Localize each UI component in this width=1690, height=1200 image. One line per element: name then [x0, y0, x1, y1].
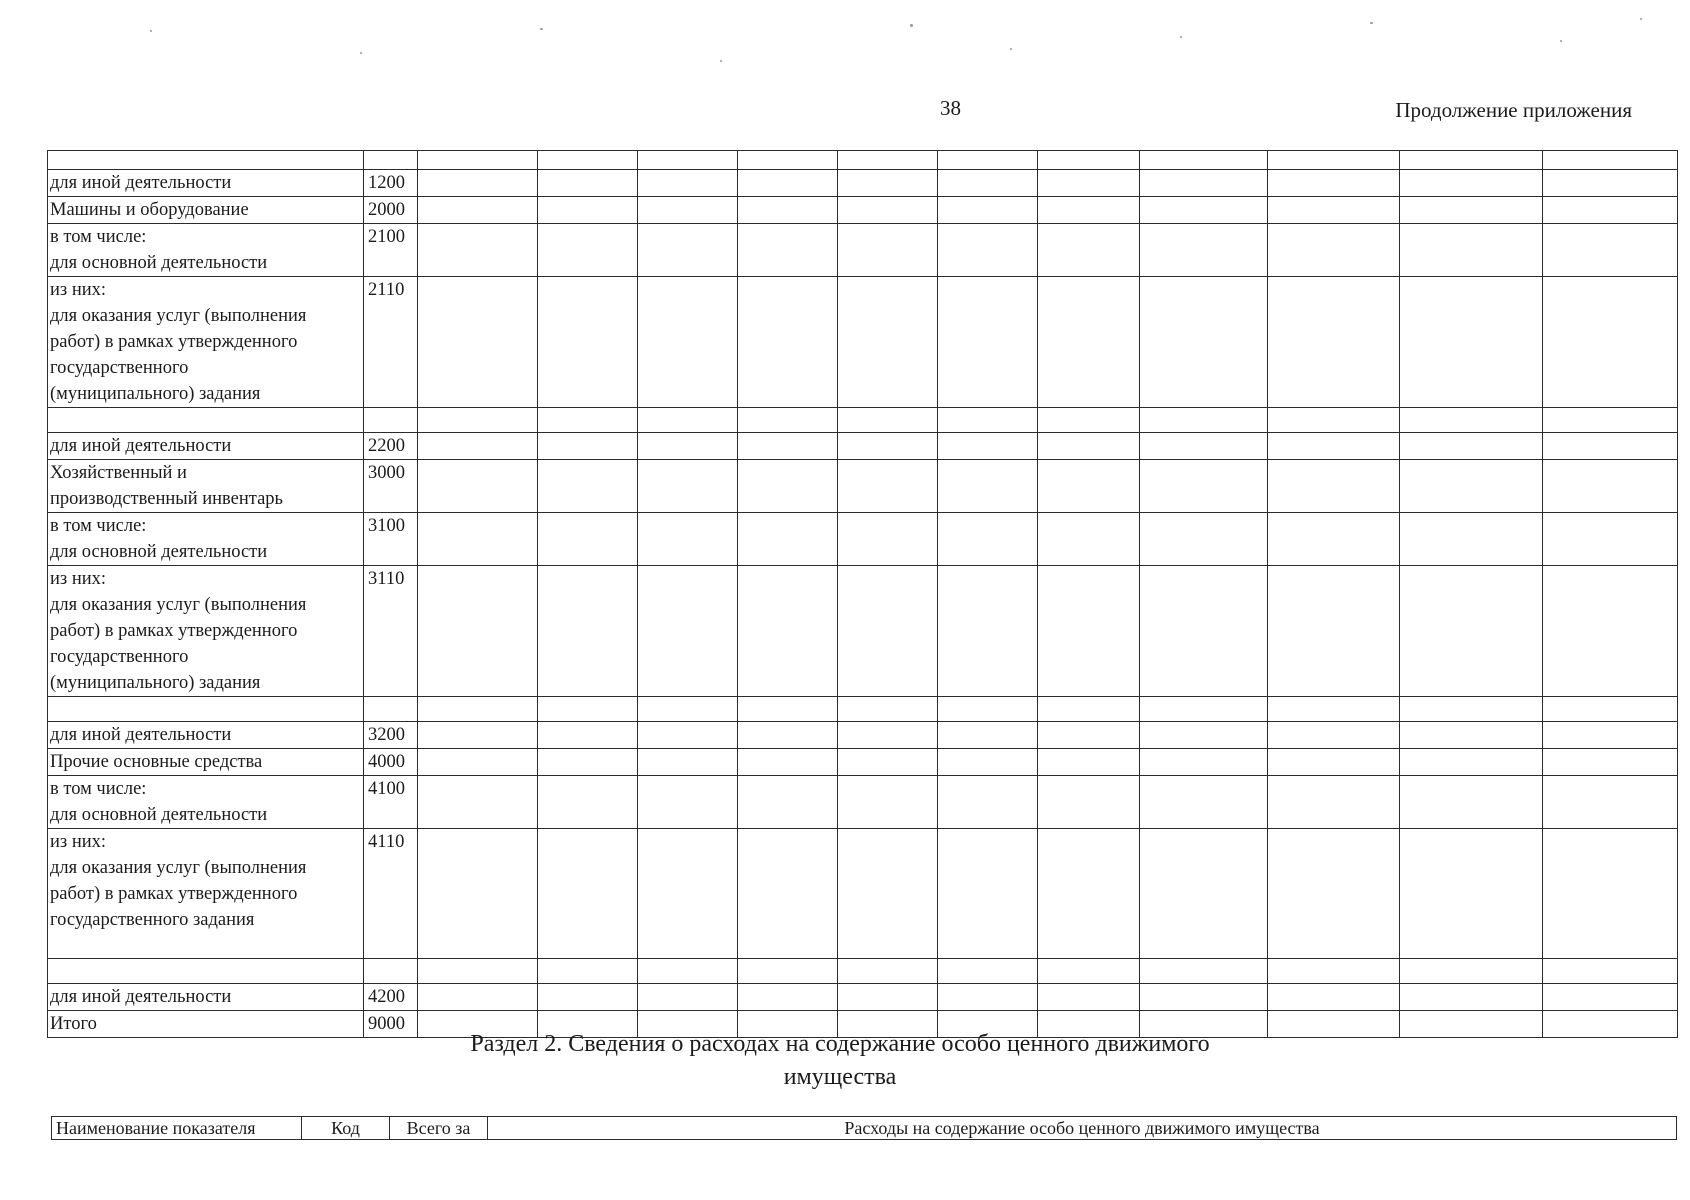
row-code-cell: 3000 — [364, 460, 418, 513]
row-name-line: работ) в рамках утвержденного — [50, 621, 298, 641]
value-cell — [1140, 566, 1268, 697]
value-cell — [1543, 408, 1678, 433]
value-cell — [638, 460, 738, 513]
value-cell — [638, 959, 738, 984]
row-name-line: для оказания услуг (выполнения — [50, 595, 307, 615]
value-cell — [738, 224, 838, 277]
value-cell — [1140, 829, 1268, 959]
value-cell — [1400, 829, 1543, 959]
value-cell — [418, 151, 538, 170]
value-cell — [738, 170, 838, 197]
value-cell — [1400, 984, 1543, 1011]
value-cell — [638, 566, 738, 697]
value-cell — [1268, 722, 1400, 749]
row-name-line: для иной деятельности — [50, 725, 232, 745]
row-name-line: государственного задания — [50, 910, 255, 930]
table-row — [48, 433, 1678, 460]
table-row — [48, 151, 1678, 170]
row-name-cell — [48, 697, 364, 722]
value-cell — [938, 151, 1038, 170]
value-cell — [1543, 224, 1678, 277]
value-cell — [638, 722, 738, 749]
value-cell — [1400, 697, 1543, 722]
value-cell — [1400, 277, 1543, 408]
row-code-cell: 3200 — [364, 722, 418, 749]
row-name-line: из них: — [50, 280, 107, 300]
value-cell — [638, 433, 738, 460]
row-name-line: государственного — [50, 358, 189, 378]
value-cell — [638, 277, 738, 408]
row-name-cell — [48, 776, 364, 829]
value-cell — [1268, 513, 1400, 566]
value-cell — [538, 460, 638, 513]
value-cell — [838, 460, 938, 513]
table-row — [48, 984, 1678, 1011]
value-cell — [1038, 151, 1140, 170]
table-row — [48, 277, 1678, 408]
value-cell — [1543, 697, 1678, 722]
value-cell — [418, 277, 538, 408]
value-cell — [538, 197, 638, 224]
value-cell — [418, 984, 538, 1011]
row-name-cell — [48, 829, 364, 959]
value-cell — [1543, 749, 1678, 776]
value-cell — [538, 433, 638, 460]
row-code-cell: 4100 — [364, 776, 418, 829]
value-cell — [738, 959, 838, 984]
value-cell — [1543, 513, 1678, 566]
value-cell — [738, 829, 838, 959]
table-row — [48, 460, 1678, 513]
row-code-cell: 2100 — [364, 224, 418, 277]
value-cell — [418, 829, 538, 959]
value-cell — [1268, 151, 1400, 170]
value-cell — [838, 513, 938, 566]
value-cell — [938, 959, 1038, 984]
value-cell — [938, 197, 1038, 224]
section-title-line-1: Раздел 2. Сведения о расходах на содержание особо ценного движимого — [470, 1031, 1210, 1057]
table-row — [48, 513, 1678, 566]
value-cell — [738, 749, 838, 776]
value-cell — [1140, 277, 1268, 408]
value-cell — [538, 513, 638, 566]
scan-speck — [720, 60, 722, 62]
row-name-line: для иной деятельности — [50, 987, 232, 1007]
value-cell — [1140, 984, 1268, 1011]
value-cell — [938, 277, 1038, 408]
value-cell — [638, 170, 738, 197]
value-cell — [1543, 277, 1678, 408]
value-cell — [1400, 170, 1543, 197]
row-name-line: в том числе: — [50, 227, 147, 247]
value-cell — [738, 566, 838, 697]
value-cell — [418, 959, 538, 984]
value-cell — [838, 170, 938, 197]
value-cell — [1400, 197, 1543, 224]
value-cell — [1140, 959, 1268, 984]
value-cell — [838, 984, 938, 1011]
scan-speck — [1640, 18, 1642, 20]
value-cell — [1543, 959, 1678, 984]
row-name-cell — [48, 984, 364, 1011]
table-row — [48, 829, 1678, 959]
value-cell — [1543, 829, 1678, 959]
value-cell — [1543, 170, 1678, 197]
row-name-line: из них: — [50, 832, 107, 852]
value-cell — [638, 984, 738, 1011]
value-cell — [1268, 224, 1400, 277]
value-cell — [418, 513, 538, 566]
value-cell — [1543, 1011, 1678, 1038]
row-code-cell: 3110 — [364, 566, 418, 697]
value-cell — [938, 697, 1038, 722]
value-cell — [418, 408, 538, 433]
value-cell — [1140, 722, 1268, 749]
value-cell — [738, 984, 838, 1011]
table-row — [48, 749, 1678, 776]
value-cell — [1268, 959, 1400, 984]
row-name-line: в том числе: — [50, 779, 147, 799]
value-cell — [418, 197, 538, 224]
value-cell — [1140, 460, 1268, 513]
value-cell — [1140, 170, 1268, 197]
scan-speck — [1180, 36, 1182, 38]
row-code-cell: 2000 — [364, 197, 418, 224]
value-cell — [838, 566, 938, 697]
value-cell — [1400, 749, 1543, 776]
value-cell — [1543, 460, 1678, 513]
value-cell — [538, 408, 638, 433]
value-cell — [938, 224, 1038, 277]
scan-speck — [910, 24, 913, 27]
value-cell — [638, 151, 738, 170]
row-code-cell: 4110 — [364, 829, 418, 959]
value-cell — [838, 197, 938, 224]
table-row — [48, 224, 1678, 277]
row-name-cell — [48, 151, 364, 170]
value-cell — [1140, 197, 1268, 224]
value-cell — [1140, 697, 1268, 722]
value-cell — [1543, 722, 1678, 749]
row-name-cell — [48, 566, 364, 697]
value-cell — [1038, 513, 1140, 566]
row-name-cell — [48, 197, 364, 224]
value-cell — [938, 170, 1038, 197]
value-cell — [1140, 151, 1268, 170]
value-cell — [538, 722, 638, 749]
continuation-label: Продолжение приложения — [1395, 98, 1632, 122]
row-name-cell — [48, 513, 364, 566]
row-name-line: Машины и оборудование — [50, 200, 249, 220]
value-cell — [538, 224, 638, 277]
value-cell — [1140, 433, 1268, 460]
value-cell — [1268, 776, 1400, 829]
value-cell — [838, 776, 938, 829]
row-code-cell: 3100 — [364, 513, 418, 566]
row-code-cell — [364, 408, 418, 433]
value-cell — [538, 170, 638, 197]
value-cell — [838, 433, 938, 460]
row-name-line: работ) в рамках утвержденного — [50, 332, 298, 352]
section-2-header-table — [51, 1116, 1677, 1140]
value-cell — [738, 697, 838, 722]
value-cell — [538, 697, 638, 722]
value-cell — [418, 224, 538, 277]
scan-speck — [540, 28, 543, 30]
value-cell — [1140, 513, 1268, 566]
value-cell — [1268, 170, 1400, 197]
header-total: Всего за — [390, 1117, 488, 1140]
value-cell — [838, 151, 938, 170]
row-name-line: для основной деятельности — [50, 253, 268, 273]
value-cell — [1140, 749, 1268, 776]
value-cell — [1038, 408, 1140, 433]
row-name-line: для иной деятельности — [50, 436, 232, 456]
value-cell — [1543, 197, 1678, 224]
value-cell — [1400, 151, 1543, 170]
section-title-line-2: имущества — [783, 1064, 897, 1090]
value-cell — [1400, 513, 1543, 566]
table-row — [48, 959, 1678, 984]
section-2-title — [140, 1028, 1540, 1094]
value-cell — [638, 513, 738, 566]
row-name-line: (муниципального) задания — [50, 384, 261, 404]
value-cell — [738, 151, 838, 170]
value-cell — [1268, 433, 1400, 460]
value-cell — [1400, 722, 1543, 749]
value-cell — [738, 408, 838, 433]
value-cell — [1400, 566, 1543, 697]
value-cell — [1038, 224, 1140, 277]
assets-table — [47, 150, 1678, 1038]
value-cell — [538, 277, 638, 408]
value-cell — [938, 829, 1038, 959]
value-cell — [418, 566, 538, 697]
value-cell — [1140, 408, 1268, 433]
value-cell — [538, 776, 638, 829]
value-cell — [418, 460, 538, 513]
value-cell — [738, 722, 838, 749]
value-cell — [938, 776, 1038, 829]
value-cell — [838, 408, 938, 433]
table-row — [48, 697, 1678, 722]
row-code-cell: 4200 — [364, 984, 418, 1011]
row-code-cell — [364, 151, 418, 170]
value-cell — [418, 749, 538, 776]
value-cell — [638, 408, 738, 433]
table-row — [48, 722, 1678, 749]
value-cell — [938, 722, 1038, 749]
value-cell — [938, 984, 1038, 1011]
value-cell — [1038, 697, 1140, 722]
value-cell — [838, 277, 938, 408]
value-cell — [418, 697, 538, 722]
row-name-line: Итого — [50, 1014, 97, 1034]
row-name-line: для оказания услуг (выполнения — [50, 306, 307, 326]
value-cell — [738, 460, 838, 513]
value-cell — [538, 984, 638, 1011]
row-name-cell — [48, 408, 364, 433]
value-cell — [638, 197, 738, 224]
row-name-line: государственного — [50, 647, 189, 667]
header-expenses: Расходы на содержание особо ценного движимого имущества — [488, 1117, 1677, 1140]
value-cell — [738, 513, 838, 566]
value-cell — [418, 170, 538, 197]
value-cell — [1038, 984, 1140, 1011]
row-name-line: (муниципального) задания — [50, 673, 261, 693]
scan-speck — [1370, 22, 1373, 24]
value-cell — [1140, 776, 1268, 829]
value-cell — [1268, 829, 1400, 959]
row-name-line: для оказания услуг (выполнения — [50, 858, 307, 878]
assets-table-body — [48, 151, 1678, 1038]
row-code-cell: 9000 — [364, 1011, 418, 1038]
value-cell — [1268, 197, 1400, 224]
value-cell — [938, 749, 1038, 776]
row-name-cell — [48, 170, 364, 197]
value-cell — [538, 151, 638, 170]
value-cell — [1543, 433, 1678, 460]
page-number: 38 — [940, 96, 961, 120]
value-cell — [938, 408, 1038, 433]
value-cell — [418, 433, 538, 460]
value-cell — [638, 697, 738, 722]
value-cell — [638, 749, 738, 776]
table-row — [48, 566, 1678, 697]
row-name-cell — [48, 224, 364, 277]
value-cell — [1400, 433, 1543, 460]
value-cell — [1268, 749, 1400, 776]
scan-speck — [150, 30, 152, 32]
value-cell — [838, 224, 938, 277]
value-cell — [538, 749, 638, 776]
row-code-cell — [364, 959, 418, 984]
value-cell — [1268, 408, 1400, 433]
value-cell — [1543, 984, 1678, 1011]
row-name-line: Хозяйственный и — [50, 463, 187, 483]
value-cell — [938, 433, 1038, 460]
value-cell — [838, 697, 938, 722]
value-cell — [1038, 959, 1140, 984]
table-row — [48, 170, 1678, 197]
value-cell — [1268, 697, 1400, 722]
value-cell — [738, 433, 838, 460]
value-cell — [738, 776, 838, 829]
value-cell — [418, 776, 538, 829]
row-code-cell: 4000 — [364, 749, 418, 776]
value-cell — [638, 829, 738, 959]
value-cell — [1268, 566, 1400, 697]
row-name-line: в том числе: — [50, 516, 147, 536]
table-row — [48, 197, 1678, 224]
value-cell — [838, 829, 938, 959]
value-cell — [1400, 959, 1543, 984]
row-code-cell — [364, 697, 418, 722]
value-cell — [1400, 224, 1543, 277]
value-cell — [538, 566, 638, 697]
value-cell — [1543, 566, 1678, 697]
row-name-cell — [48, 722, 364, 749]
value-cell — [938, 513, 1038, 566]
value-cell — [738, 197, 838, 224]
row-name-line: для иной деятельности — [50, 173, 232, 193]
row-name-line: для основной деятельности — [50, 542, 268, 562]
value-cell — [1268, 277, 1400, 408]
row-name-cell — [48, 277, 364, 408]
row-name-line: Прочие основные средства — [50, 752, 263, 772]
row-name-cell — [48, 460, 364, 513]
value-cell — [1038, 197, 1140, 224]
header-code: Код — [302, 1117, 390, 1140]
value-cell — [1038, 460, 1140, 513]
table-row — [48, 776, 1678, 829]
value-cell — [938, 566, 1038, 697]
section-2-header-row — [52, 1117, 1677, 1140]
value-cell — [1400, 460, 1543, 513]
row-name-line: производственный инвентарь — [50, 489, 283, 509]
value-cell — [1400, 776, 1543, 829]
scan-speck — [360, 52, 362, 54]
table-row — [48, 408, 1678, 433]
value-cell — [638, 224, 738, 277]
value-cell — [1140, 224, 1268, 277]
row-name-line: из них: — [50, 569, 107, 589]
header-name: Наименование показателя — [52, 1117, 302, 1140]
scan-speck — [1560, 40, 1562, 42]
value-cell — [838, 959, 938, 984]
value-cell — [418, 722, 538, 749]
value-cell — [538, 829, 638, 959]
value-cell — [638, 776, 738, 829]
value-cell — [1268, 984, 1400, 1011]
value-cell — [1038, 433, 1140, 460]
value-cell — [838, 722, 938, 749]
value-cell — [1268, 460, 1400, 513]
value-cell — [738, 277, 838, 408]
value-cell — [1038, 566, 1140, 697]
row-name-cell — [48, 749, 364, 776]
value-cell — [538, 959, 638, 984]
value-cell — [1038, 170, 1140, 197]
value-cell — [838, 749, 938, 776]
value-cell — [1543, 776, 1678, 829]
row-code-cell: 1200 — [364, 170, 418, 197]
value-cell — [1400, 408, 1543, 433]
row-name-cell — [48, 433, 364, 460]
row-name-line: для основной деятельности — [50, 805, 268, 825]
value-cell — [1543, 151, 1678, 170]
row-name-line: работ) в рамках утвержденного — [50, 884, 298, 904]
scan-speck — [1010, 48, 1012, 50]
row-code-cell: 2200 — [364, 433, 418, 460]
row-code-cell: 2110 — [364, 277, 418, 408]
value-cell — [1038, 277, 1140, 408]
value-cell — [1038, 776, 1140, 829]
row-name-cell — [48, 959, 364, 984]
value-cell — [938, 460, 1038, 513]
value-cell — [1038, 749, 1140, 776]
value-cell — [1038, 829, 1140, 959]
value-cell — [1038, 722, 1140, 749]
